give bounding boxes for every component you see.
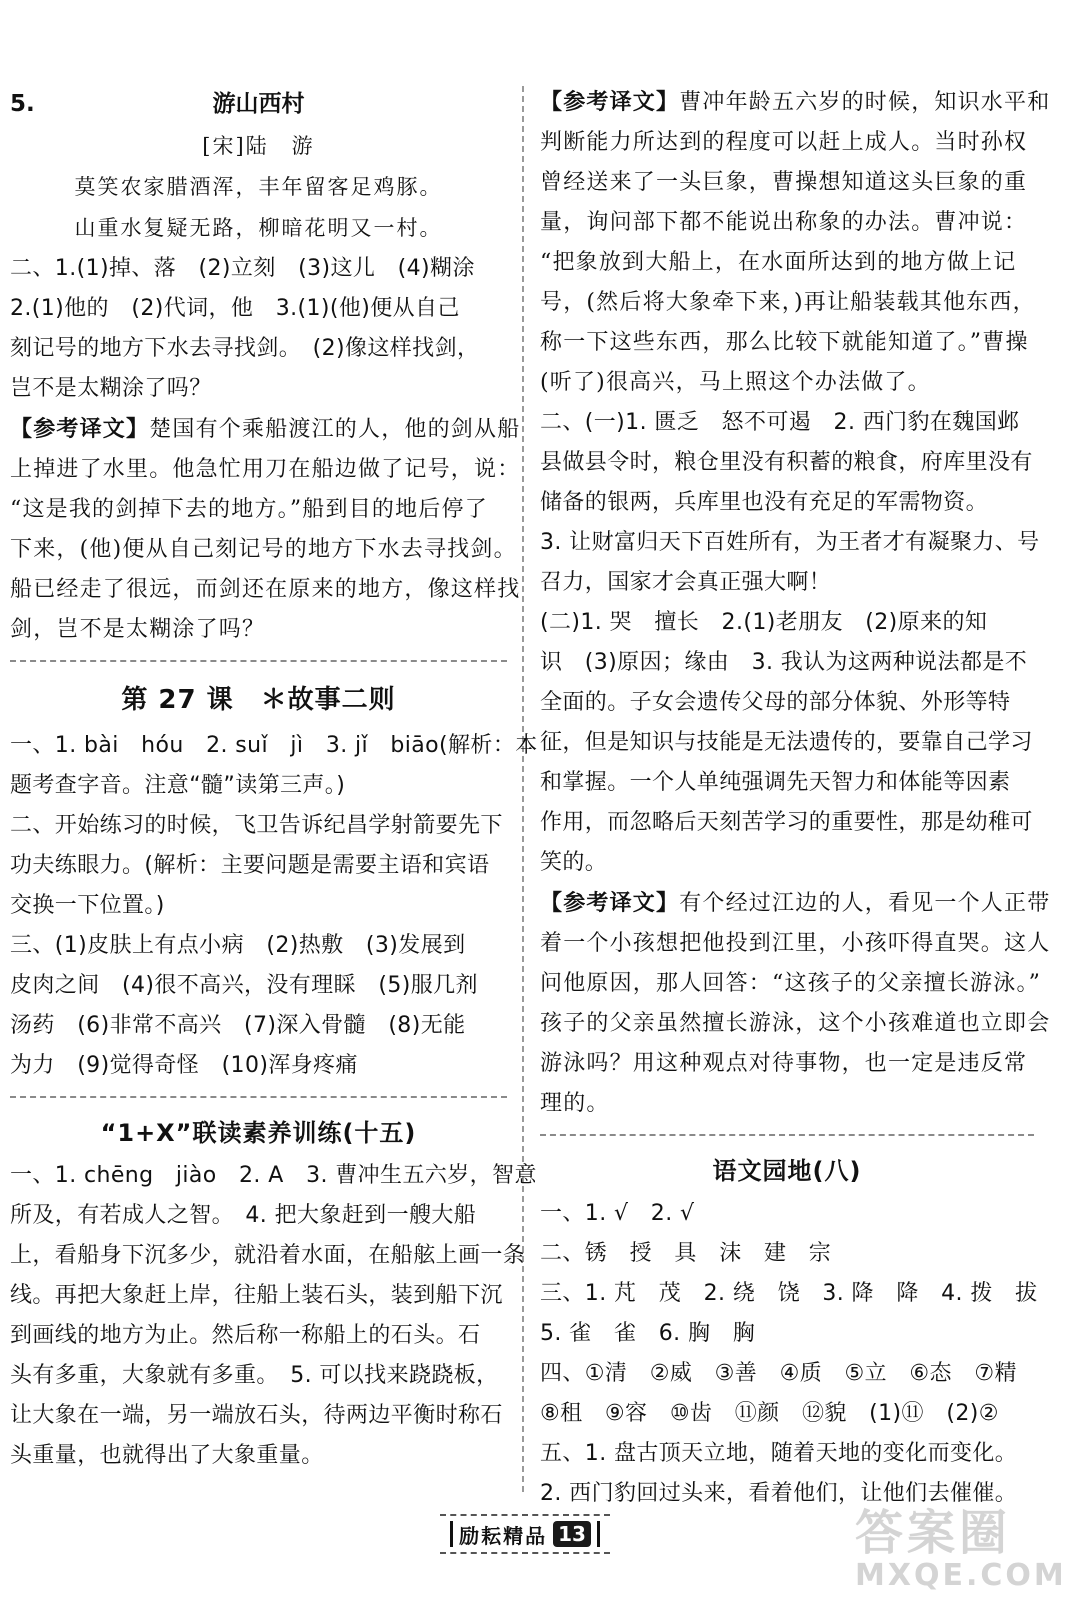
- poem-header: [10, 82, 507, 126]
- answer-line: 2.(1)他的 (2)代词，他 3.(1)(他)便从自己: [10, 296, 460, 321]
- answer-line: 上，看船身下沉多少，就沿着水面，在船舷上画一条: [10, 1243, 526, 1268]
- answer-line: 笑的。: [540, 850, 608, 875]
- translation-line: “这是我的剑掉下去的地方。”船到目的地后停了: [10, 497, 488, 522]
- answer-line: 一、1. bài hóu 2. suǐ jì 3. jǐ biāo(解析：本: [10, 733, 538, 758]
- column-divider: [522, 86, 524, 1492]
- answer-line: 头有多重，大象就有多重。 5. 可以找来跷跷板，: [10, 1363, 499, 1388]
- answer-line: 交换一下位置。): [10, 893, 165, 918]
- poem-line: 山重水复疑无路，柳暗花明又一村。: [74, 216, 443, 240]
- translation-line: 游泳吗？用这种观点对待事物，也一定是违反常: [540, 1051, 1028, 1076]
- answer-line: 3. 让财富归天下百姓所有，为王者才有凝聚力、号: [540, 530, 1040, 555]
- translation-line: 孩子的父亲虽然擅长游泳，这个小孩难道也立即会: [540, 1011, 1051, 1036]
- answer-line: 二、(一)1. 匮乏 怒不可遏 2. 西门豹在魏国邺: [540, 410, 1020, 435]
- reference-translation-tag: 【参考译文】: [540, 890, 680, 916]
- translation-line: 问他原因，那人回答：“这孩子的父亲擅长游泳。”: [540, 971, 1042, 996]
- translation-line: 【参考译文】有个经过江边的人，看见一个人正带: [540, 890, 1051, 916]
- answer-line: 岂不是太糊涂了吗？: [10, 376, 212, 401]
- translation-line: “把象放到大船上，在水面所达到的地方做上记: [540, 250, 1017, 275]
- answer-line: 作用，而忽略后天刻苦学习的重要性，那是幼稚可: [540, 810, 1033, 835]
- translation-line: 船已经走了很远，而剑还在原来的地方，像这样找: [10, 577, 521, 602]
- answer-line: 线。再把大象赶上岸，往船上装石头，装到船下沉: [10, 1283, 503, 1308]
- answer-line: 四、①清 ②威 ③善 ④质 ⑤立 ⑥态 ⑦精: [540, 1361, 1017, 1386]
- reference-translation-tag: 【参考译文】: [540, 89, 680, 115]
- answer-line: 储备的银两，兵库里也没有充足的军需物资。: [540, 490, 989, 515]
- translation-line: 称一下这些东西，那么比较下就能知道了。”曹操: [540, 330, 1029, 355]
- right-column: [540, 82, 1051, 1514]
- watermark-url: MXQE.COM: [855, 1558, 1067, 1593]
- answer-line: 一、1. chēng jiào 2. A 3. 曹冲生五六岁，智意: [10, 1163, 537, 1188]
- answer-line: 汤药 (6)非常不高兴 (7)深入骨髓 (8)无能: [10, 1013, 466, 1038]
- answer-line: 二、锈 授 具 沫 建 宗: [540, 1241, 832, 1266]
- training-title: “1+X”联读素养训练(十五): [100, 1119, 417, 1147]
- translation-line: 号，(然后将大象牵下来，)再让船装载其他东西，: [540, 290, 1036, 315]
- answer-line: 让大象在一端，另一端放石头，待两边平衡时称石: [10, 1403, 503, 1428]
- translation-line: (听了)很高兴，马上照这个办法做了。: [540, 370, 931, 395]
- lesson-title: 第 27 课 ＊故事二则: [121, 685, 396, 715]
- answer-line: 召力，国家才会真正强大啊！: [540, 570, 832, 595]
- answer-line: ⑧租 ⑨容 ⑩齿 ⑪颜 ⑫貌 (1)⑪ (2)②: [540, 1401, 999, 1426]
- translation-line: 量，询问部下都不能说出称象的办法。曹冲说：: [540, 210, 1028, 235]
- poem-author: [宋]陆 游: [202, 134, 315, 158]
- footer-brand: 励耘精品: [459, 1523, 548, 1548]
- answer-line: 三、1. 芃 茂 2. 绕 饶 3. 降 降 4. 拨 拔: [540, 1281, 1038, 1306]
- section-divider: [540, 1134, 1034, 1136]
- answer-line: 功夫练眼力。(解析：主要问题是需要主语和宾语: [10, 853, 490, 878]
- answer-line: 为力 (9)觉得奇怪 (10)浑身疼痛: [10, 1053, 358, 1078]
- page-footer: [440, 1514, 610, 1554]
- answer-line: 三、(1)皮肤上有点小病 (2)热敷 (3)发展到: [10, 933, 466, 958]
- translation-line: 曾经送来了一头巨象，曹操想知道这头巨象的重: [540, 170, 1028, 195]
- footer-bar-left: [450, 1521, 453, 1547]
- answer-line: 刻记号的地方下水去寻找剑。 (2)像这样找剑，: [10, 336, 480, 361]
- left-column: [10, 82, 538, 1476]
- translation-line: 判断能力所达到的程度可以赶上成人。当时孙权: [540, 130, 1028, 155]
- translation-line: 着一个小孩想把他投到江里，小孩吓得直哭。这人: [540, 931, 1051, 956]
- answer-line: 到画线的地方为止。然后称一称船上的石头。石: [10, 1323, 481, 1348]
- question-number: 5.: [10, 91, 35, 117]
- answer-line: 头重量，也就得出了大象重量。: [10, 1443, 324, 1468]
- translation-line: 下来，(他)便从自己刻记号的地方下水去寻找剑。: [10, 537, 517, 562]
- watermark-logo-text: 答案圈: [855, 1505, 1012, 1561]
- watermark-logo: [855, 1506, 1070, 1594]
- reference-translation-tag: 【参考译文】: [10, 416, 150, 442]
- footer-bar-right: [597, 1521, 600, 1547]
- poem-line: 莫笑农家腊酒浑，丰年留客足鸡豚。: [74, 175, 443, 199]
- garden-title: 语文园地(八): [712, 1157, 862, 1185]
- answer-line: 皮肉之间 (4)很不高兴，没有理睬 (5)服几剂: [10, 973, 478, 998]
- answer-line: 征，但是知识与技能是无法遗传的，要靠自己学习: [540, 730, 1033, 755]
- translation-line: 理的。: [540, 1091, 610, 1116]
- answer-line: 题考查字音。注意“髓”读第三声。): [10, 773, 346, 798]
- answer-line: 二、开始练习的时候，飞卫告诉纪昌学射箭要先下: [10, 813, 503, 838]
- section-divider: [10, 1096, 507, 1098]
- section-divider: [10, 660, 507, 662]
- answer-line: 2. 西门豹回过头来，看着他们，让他们去催催。: [540, 1481, 1018, 1506]
- poem-title: 游山西村: [212, 91, 305, 117]
- answer-line: 县做县令时，粮仓里没有积蓄的粮食，府库里没有: [540, 450, 1033, 475]
- answer-line: 五、1. 盘古顶天立地，随着天地的变化而变化。: [540, 1441, 1018, 1466]
- answer-line: 和掌握。一个人单纯强调先天智力和体能等因素: [540, 770, 1011, 795]
- translation-line: 上掉进了水里。他急忙用刀在船边做了记号，说：: [10, 457, 521, 482]
- answer-line: 全面的。子女会遗传父母的部分体貌、外形等特: [540, 690, 1011, 715]
- translation-line: 【参考译文】曹冲年龄五六岁的时候，知识水平和: [540, 89, 1051, 115]
- answer-line: 二、1.(1)掉、落 (2)立刻 (3)这儿 (4)糊涂: [10, 256, 475, 281]
- page-number: 13: [553, 1521, 591, 1547]
- answer-line: 识 (3)原因；缘由 3. 我认为这两种说法都是不: [540, 650, 1028, 675]
- answer-line: 所及，有若成人之智。 4. 把大象赶到一艘大船: [10, 1203, 477, 1228]
- answer-line: 5. 雀 雀 6. 胸 胸: [540, 1321, 756, 1346]
- translation-line: 【参考译文】楚国有个乘船渡江的人，他的剑从船: [10, 416, 521, 442]
- translation-line: 剑，岂不是太糊涂了吗？: [10, 617, 266, 642]
- answer-line: 一、1. √ 2. √: [540, 1201, 695, 1226]
- answer-line: (二)1. 哭 擅长 2.(1)老朋友 (2)原来的知: [540, 610, 988, 635]
